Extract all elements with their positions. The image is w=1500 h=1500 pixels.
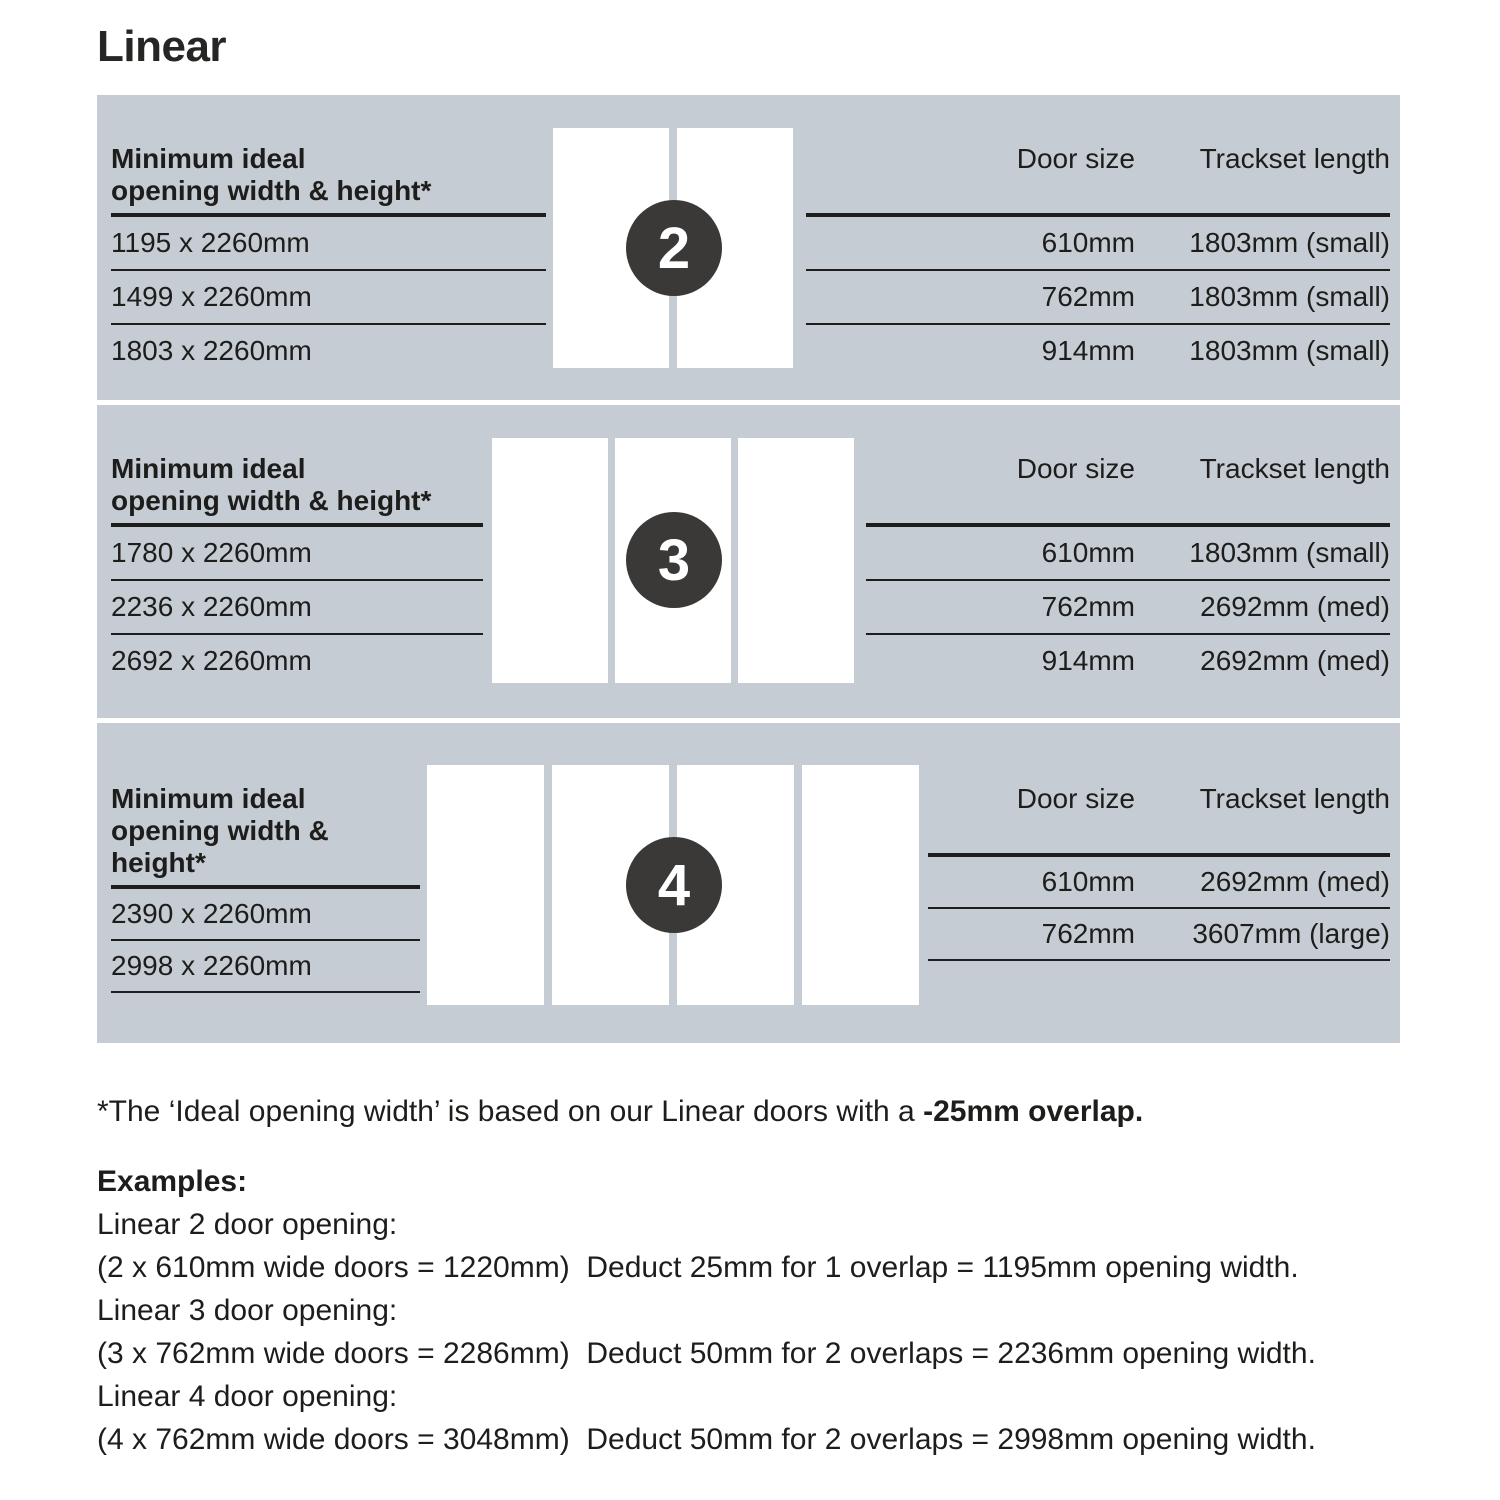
door-panel [492,438,608,683]
door-count-badge: 3 [626,512,722,608]
trackset-value: 2692mm (med) [1200,591,1390,622]
size-row [866,527,1390,581]
trackset-value: 1803mm (small) [1189,537,1390,568]
opening-table-header [111,453,483,527]
size-table-header [928,783,1390,857]
example-label: Linear 2 door opening: [97,1208,398,1241]
size-row [866,581,1390,635]
opening-row [111,527,483,581]
size-table-header [866,453,1390,527]
section-2-door [97,95,1400,400]
size-table-header [806,143,1390,217]
opening-value: 2236 x 2260mm [111,591,312,622]
opening-row [111,889,420,941]
door-size-value: 610mm [1041,227,1135,258]
size-row [806,217,1390,271]
examples-heading: Examples: [97,1165,248,1198]
opening-header-line2: opening width & height* [111,815,329,878]
example-detail: (2 x 610mm wide doors = 1220mm) Deduct 25mm for 1 overlap = 1195mm opening width. [97,1251,1299,1284]
opening-size-table [111,453,483,687]
size-row [866,635,1390,687]
door-size-value: 914mm [1041,335,1135,366]
trackset-value: 3607mm (large) [1192,918,1390,949]
footer-notes [97,1090,1457,1461]
opening-header-line1: Minimum ideal [111,453,306,484]
opening-value: 2998 x 2260mm [111,950,312,981]
opening-table-header [111,143,546,217]
size-row [806,325,1390,377]
door-count-badge: 4 [626,837,722,933]
opening-header-line1: Minimum ideal [111,143,306,174]
opening-table-header [111,783,420,889]
trackset-value: 1803mm (small) [1189,227,1390,258]
trackset-column-header: Trackset length [1199,783,1390,814]
trackset-column-header: Trackset length [1199,143,1390,174]
door-size-column-header: Door size [1016,783,1135,814]
door-panel [802,765,919,1005]
trackset-value: 2692mm (med) [1200,866,1390,897]
opening-row [111,581,483,635]
size-row [806,271,1390,325]
door-trackset-table [866,453,1390,687]
footnote-text: *The ‘Ideal opening width’ is based on our Linear doors with a [97,1095,924,1128]
size-row [928,909,1390,961]
door-size-column-header: Door size [1016,453,1135,484]
opening-header-line2: opening width & height* [111,175,432,206]
door-size-value: 762mm [1041,918,1135,949]
door-size-column-header: Door size [1016,143,1135,174]
opening-value: 1780 x 2260mm [111,537,312,568]
opening-size-table [111,143,546,377]
door-panel [738,438,854,683]
opening-header-line2: opening width & height* [111,485,432,516]
example-label: Linear 4 door opening: [97,1380,398,1413]
door-panel [427,765,544,1005]
example-detail: (4 x 762mm wide doors = 3048mm) Deduct 50mm for 2 overlaps = 2998mm opening width. [97,1423,1316,1456]
opening-row [111,217,546,271]
opening-size-table [111,783,420,993]
opening-value: 2692 x 2260mm [111,645,312,676]
trackset-value: 1803mm (small) [1189,335,1390,366]
door-size-value: 762mm [1041,591,1135,622]
example-detail: (3 x 762mm wide doors = 2286mm) Deduct 50mm for 2 overlaps = 2236mm opening width. [97,1337,1316,1370]
door-count-badge: 2 [626,200,722,296]
door-size-value: 610mm [1041,866,1135,897]
trackset-value: 2692mm (med) [1200,645,1390,676]
overlap-footnote [97,1090,1457,1133]
page-title: Linear [97,22,227,71]
door-size-value: 762mm [1041,281,1135,312]
door-trackset-table [928,783,1390,961]
door-trackset-table [806,143,1390,377]
opening-value: 1195 x 2260mm [111,227,310,258]
opening-row [111,941,420,993]
linear-spec-panel [97,95,1400,1043]
opening-header-line1: Minimum ideal [111,783,306,814]
example-label: Linear 3 door opening: [97,1294,398,1327]
footnote-bold-text: -25mm overlap. [923,1095,1144,1128]
opening-row [111,271,546,325]
trackset-column-header: Trackset length [1199,453,1390,484]
trackset-value: 1803mm (small) [1189,281,1390,312]
door-size-value: 914mm [1041,645,1135,676]
opening-value: 1499 x 2260mm [111,281,312,312]
section-4-door [97,723,1400,1043]
opening-row [111,325,546,377]
size-row [928,857,1390,909]
opening-row [111,635,483,687]
section-3-door [97,405,1400,718]
opening-value: 2390 x 2260mm [111,898,312,929]
door-size-value: 610mm [1041,537,1135,568]
opening-value: 1803 x 2260mm [111,335,312,366]
